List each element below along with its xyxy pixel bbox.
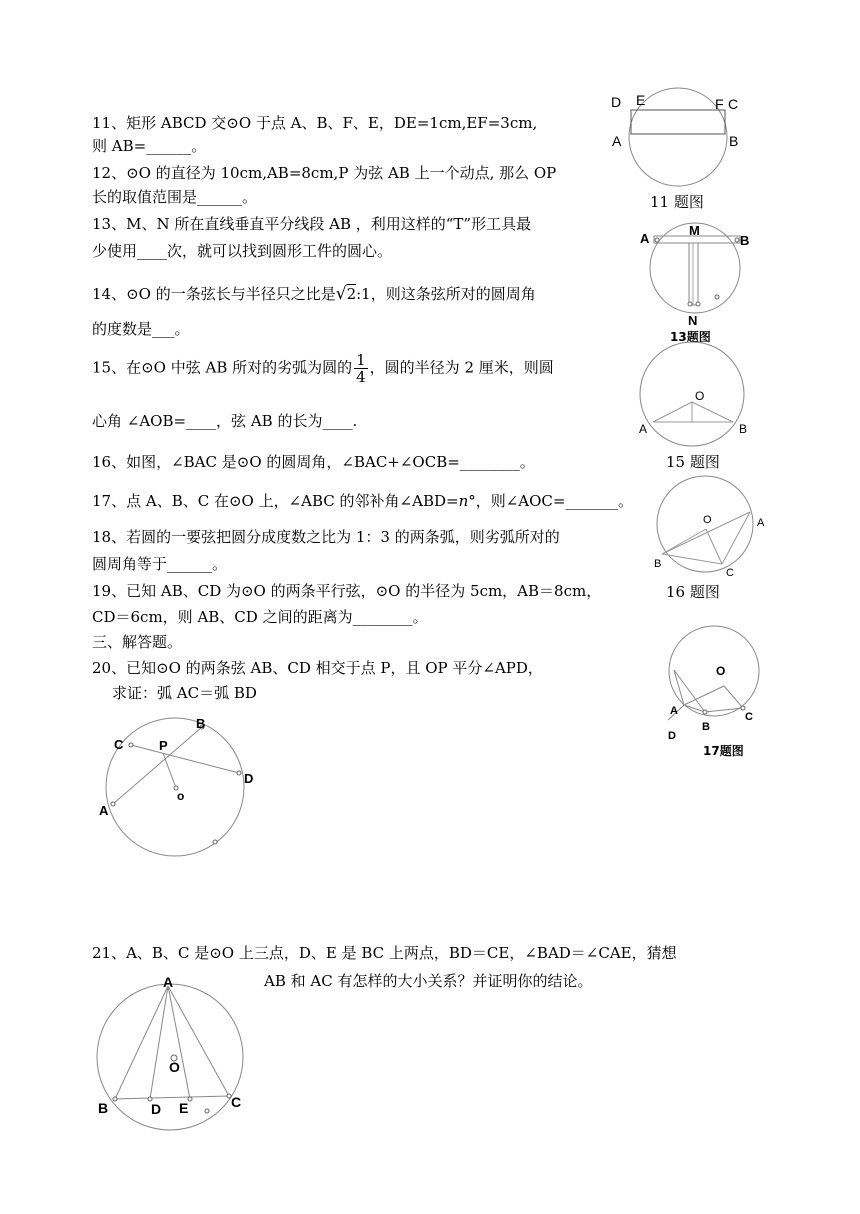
fig11-label-E: E [636,92,646,108]
q19-line2: CD＝6cm，则 AB、CD 之间的距离为________。 [92,608,428,626]
fig20-label-P: P [159,738,168,753]
fig20-label-C: C [114,737,124,752]
fig11-caption: 11 题图 [650,193,704,211]
q15-post: ，圆的半径为 2 厘米，则圆 [369,358,554,377]
fig16-label-C: C [726,567,734,579]
q15-pre: 15、在⊙O 中弦 AB 所对的劣弧为圆的 [92,358,353,377]
fig20-diagram [96,716,266,876]
q18-line2: 圆周角等于______。 [92,555,228,573]
q20-line1: 20、已知⊙O 的两条弦 AB、CD 相交于点 P，且 OP 平分∠APD， [92,659,543,677]
q14-radicand: 2 [346,285,357,303]
fig15-label-B: B [739,422,748,436]
q15-line2: 心角 ∠AOB=____，弦 AB 的长为____. [92,412,358,430]
fig15-label-A: A [639,422,648,436]
section-3-heading: 三、解答题。 [92,633,183,651]
fig11-diagram [605,88,745,198]
q15-numerator: 1 [356,351,366,369]
q13-line1: 13、M、N 所在直线垂直平分线段 AB ，利用这样的“T”形工具最 [92,215,532,233]
fig17-label-C: C [745,711,753,723]
fig11-label-D: D [611,94,622,110]
fig17-label-A: A [670,705,678,717]
fig17-label-O: O [716,664,726,678]
fig21-label-A: A [163,974,174,990]
q17-post: °，则∠AOC=_______。 [468,492,633,510]
fig20-label-A: A [99,803,109,818]
fig11-label-C: C [728,96,739,112]
q14-mid: :1，则这条弦所对的圆周角 [356,285,536,303]
q20-line2: 求证：弧 AC＝弧 BD [112,684,257,702]
fig16-label-B: B [654,558,662,570]
fig21-diagram [94,972,264,1142]
fig11-label-B: B [729,133,739,149]
fig15-label-O: O [695,389,705,403]
fig15-diagram [636,344,756,449]
fig17-label-B: B [702,721,710,733]
q15-line1 [92,352,554,385]
q12-line1: 12、⊙O 的直径为 10cm,AB=8cm,P 为弦 AB 上一个动点, 那么 OP [92,164,557,182]
q17-n: n [458,492,469,510]
fig17-diagram [664,628,774,758]
q21-line1: 21、A、B、C 是⊙O 上三点，D、E 是 BC 上两点，BD＝CE，∠BAD＝∠CAE，猜想 [92,944,677,962]
q11-line1: 11、矩形 ABCD 交⊙O 于点 A、B、F、E，DE=1cm,EF=3cm, [92,114,538,132]
q21-line2: AB 和 AC 有怎样的大小关系？并证明你的结论。 [264,972,593,990]
q19-line1: 19、已知 AB、CD 为⊙O 的两条平行弦，⊙O 的半径为 5cm，AB＝8cm， [92,582,602,600]
q17-line1 [92,490,633,512]
fig13-label-N: N [688,313,698,328]
q16-line1: 16、如图，∠BAC 是⊙O 的圆周角，∠BAC+∠OCB=________。 [92,453,535,471]
fig21-label-E: E [179,1100,189,1116]
q11-line2: 则 AB=______。 [92,137,207,155]
fig16-label-O: O [703,514,712,526]
q12-line2: 长的取值范围是______。 [92,188,258,206]
fig11-label-A: A [612,133,622,149]
q15-denominator: 4 [356,368,366,386]
fig21-label-D: D [151,1101,162,1117]
fig13-label-M: M [689,223,700,238]
fig16-label-A: A [757,517,765,529]
q13-line2: 少使用____次，就可以找到圆形工件的圆心。 [92,242,393,260]
fig13-label-B: B [740,233,750,248]
fig17-label-D: D [668,730,676,742]
fig13-diagram [638,222,758,342]
fig16-diagram [646,472,776,582]
fig13-label-A: A [640,231,650,246]
q18-line1: 18、若圆的一要弦把圆分成度数之比为 1：3 的两条弧，则劣弧所对的 [92,528,560,546]
q14-line1: 14、⊙O 的一条弦长与半径只之比是√2:1，则这条弦所对的圆周角 [92,284,536,304]
q15-fraction [354,352,368,385]
q14-pre: 14、⊙O 的一条弦长与半径只之比是 [92,285,336,303]
fig13-caption: 13题图 [670,330,711,344]
fig21-label-O: O [169,1059,180,1075]
fig21-label-C: C [231,1094,242,1110]
q17-pre: 17、点 A、B、C 在⊙O 上，∠ABC 的邻补角∠ABD= [92,492,459,510]
fig20-label-B: B [196,716,206,731]
fig21-label-B: B [98,1100,109,1116]
q14-line2: 的度数是___。 [92,320,190,338]
fig16-caption: 16 题图 [666,583,720,601]
fig20-label-D: D [244,771,254,786]
fig17-caption: 17题图 [703,744,744,758]
fig15-caption: 15 题图 [666,453,720,471]
fig20-label-O: o [177,789,185,803]
fig11-label-F: F [715,96,724,112]
